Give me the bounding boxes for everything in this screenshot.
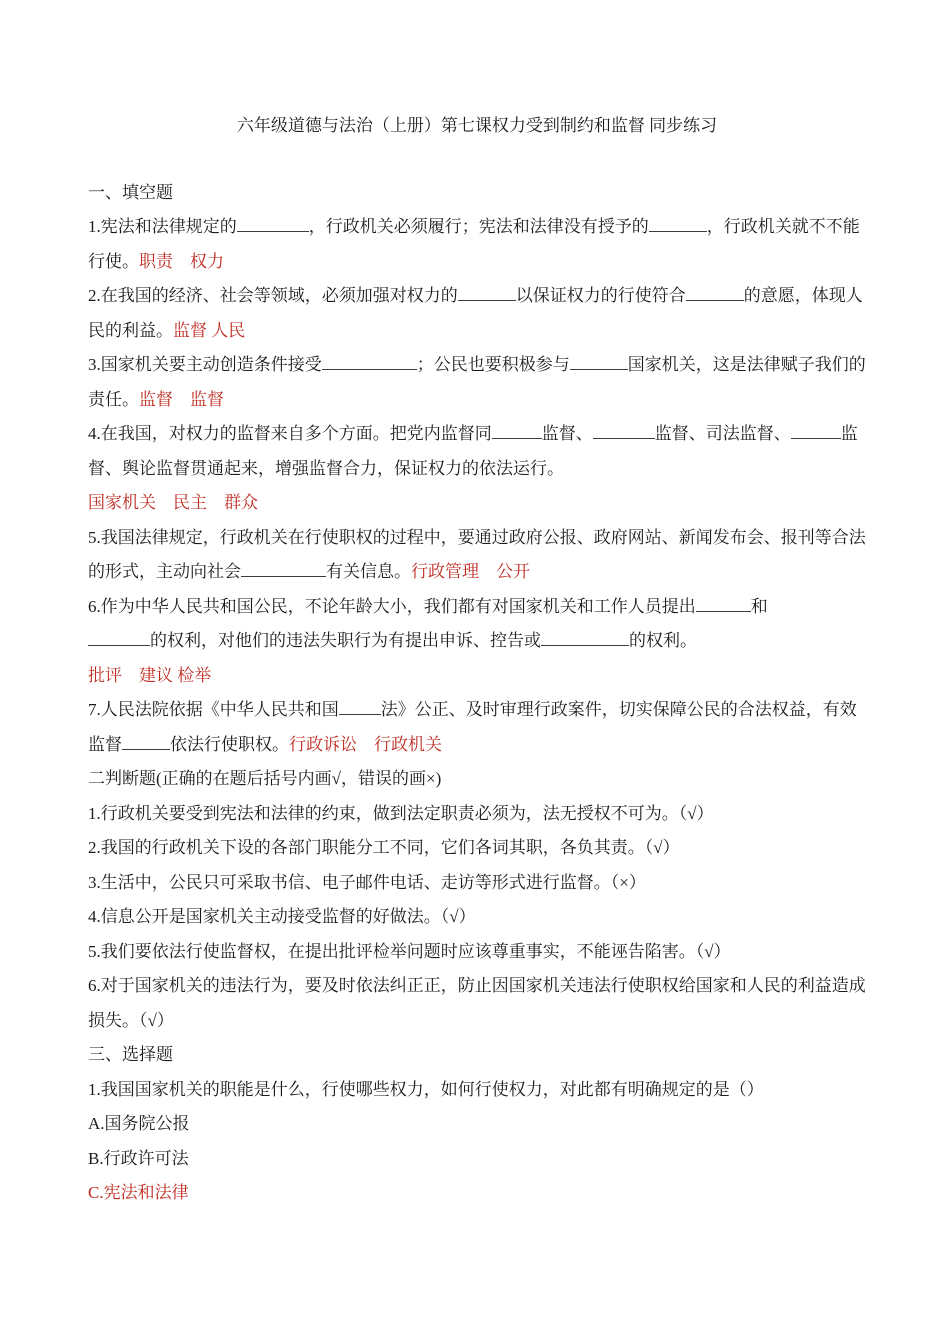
question-text: 6.对于国家机关的违法行为，要及时依法纠正正，防止因国家机关违法行使职权给国家和人民的利益造成损失。（√） <box>88 976 866 1030</box>
question-text: 的权利。 <box>629 631 697 650</box>
fill-blank-q6-line2 <box>88 624 866 659</box>
question-text: 有关信息。 <box>326 562 411 581</box>
question-text: ；公民也要积极参与 <box>416 355 570 374</box>
question-text: 的意愿，体现人民的利益。 <box>88 286 863 340</box>
question-text: 4.信息公开是国家机关主动接受监督的好做法。（√） <box>88 907 476 926</box>
question-text: 1.宪法和法律规定的 <box>88 217 237 236</box>
question-text: 3.生活中，公民只可采取书信、电子邮件电话、走访等形式进行监督。（×） <box>88 872 646 892</box>
blank-line <box>339 710 381 715</box>
true-false-q2 <box>88 831 866 866</box>
blank-line <box>322 365 417 370</box>
question-text: 5.我们要依法行使监督权，在提出批评检举问题时应该尊重事实，不能诬告陷害。（√） <box>88 941 731 961</box>
question-text: 1.行政机关要受到宪法和法律的约束，做到法定职责必须为，法无授权不可为。（√） <box>88 803 714 823</box>
answer-text: 行政诉讼 行政机关 <box>289 734 442 754</box>
multiple-choice-q1-stem <box>88 1073 866 1108</box>
blank-line <box>122 745 170 750</box>
question-text: 和 <box>750 596 768 616</box>
question-text: 3.国家机关要主动创造条件接受 <box>88 355 322 374</box>
blank-line <box>686 296 744 301</box>
fill-blank-q7 <box>88 693 866 762</box>
worksheet-body <box>88 176 866 1211</box>
multiple-choice-q1-option-b <box>88 1142 866 1177</box>
question-text: 2.在我国的经济、社会等领域，必须加强对权力的 <box>88 286 458 305</box>
fill-blank-q4 <box>88 417 866 486</box>
question-text: 国家机关，这是法律赋子我们的责任。 <box>88 355 866 409</box>
blank-line <box>791 434 841 439</box>
blank-line <box>570 365 628 370</box>
true-false-q4 <box>88 900 866 935</box>
blank-line <box>696 607 751 612</box>
question-text: 依法行使职权。 <box>170 734 289 754</box>
question-text: A.国务院公报 <box>88 1114 190 1133</box>
fill-blank-q5 <box>88 521 866 590</box>
multiple-choice-q1-option-a <box>88 1107 866 1142</box>
fill-blank-q2 <box>88 279 866 348</box>
answer-text: 国家机关 民主 群众 <box>88 493 258 512</box>
question-text: 以保证权力的行使符合 <box>515 286 686 305</box>
question-text: B.行政许可法 <box>88 1148 189 1168</box>
blank-line <box>458 296 516 301</box>
question-text: 的权利，对他们的违法失职行为有提出申诉、控告或 <box>150 631 541 650</box>
question-text: 6.作为中华人民共和国公民，不论年龄大小，我们都有对国家机关和工作人员提出 <box>88 596 696 616</box>
question-text: 一、填空题 <box>88 182 173 202</box>
question-text: 7.人民法院依据《中华人民共和国 <box>88 700 339 719</box>
question-text: ，行政机关就不不能行使。 <box>88 217 860 271</box>
question-text: 法》公正、及时审理行政案件，切实保障公民的合法权益，有效监督 <box>88 700 857 754</box>
question-text: 监督、 <box>541 424 593 443</box>
answer-text: 监督 监督 <box>139 389 224 409</box>
true-false-q1 <box>88 797 866 832</box>
answer-text: 监督 人民 <box>173 320 246 340</box>
question-text: 监督、司法监督、 <box>654 424 791 443</box>
answer-text: 职责 权力 <box>139 251 224 271</box>
page-title: 六年级道德与法治（上册）第七课权力受到制约和监督 同步练习 <box>236 116 718 135</box>
question-text: 5.我国法律规定，行政机关在行使职权的过程中，要通过政府公报、政府网站、新闻发布会、报刊等合法的形式，主动向社会 <box>88 527 866 581</box>
question-text: 4.在我国，对权力的监督来自多个方面。把党内监督同 <box>88 424 492 443</box>
answer-text: 批评 建议 检举 <box>88 665 212 685</box>
fill-blank-q6-answer <box>88 659 866 694</box>
blank-line <box>237 227 309 232</box>
blank-line <box>649 227 707 232</box>
true-false-q5 <box>88 935 866 970</box>
blank-line <box>88 641 150 646</box>
true-false-q3 <box>88 866 866 901</box>
answer-text: C.宪法和法律 <box>88 1183 189 1202</box>
question-text: 二判断题(正确的在题后括号内画√，错误的画×) <box>88 769 442 788</box>
question-text: 1.我国国家机关的职能是什么，行使哪些权力，如何行使权力，对此都有明确规定的是（） <box>88 1079 764 1099</box>
question-text: 监督、舆论监督贯通起来，增强监督合力，保证权力的依法运行。 <box>88 424 858 478</box>
fill-blank-q1 <box>88 210 866 279</box>
question-text: 三、选择题 <box>88 1045 173 1064</box>
blank-line <box>492 434 542 439</box>
answer-text: 行政管理 公开 <box>411 562 530 581</box>
fill-blank-q6-line1 <box>88 590 866 625</box>
true-false-q6 <box>88 969 866 1038</box>
section-true-false-heading <box>88 762 866 797</box>
section-fill-blanks-heading <box>88 176 866 211</box>
blank-line <box>241 572 326 577</box>
fill-blank-q3 <box>88 348 866 417</box>
question-text: ，行政机关必须履行；宪法和法律没有授予的 <box>308 217 649 236</box>
fill-blank-q4-answer <box>88 486 866 521</box>
question-text: 2.我国的行政机关下设的各部门职能分工不同，它们各词其职，各负其责。（√） <box>88 838 680 857</box>
blank-line <box>593 434 655 439</box>
multiple-choice-q1-option-c-answer <box>88 1176 866 1211</box>
blank-line <box>541 641 629 646</box>
section-multiple-choice-heading <box>88 1038 866 1073</box>
